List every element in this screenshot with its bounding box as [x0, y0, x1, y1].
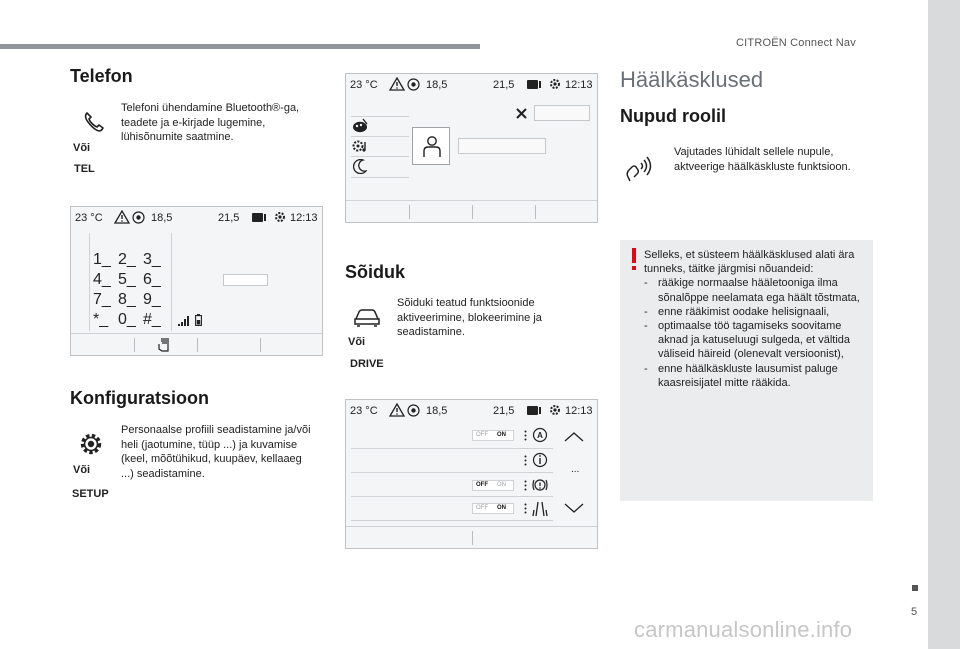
- status-bar: [71, 207, 322, 229]
- toggle-on-label: ON: [497, 505, 506, 511]
- row-separator: [351, 496, 553, 497]
- keypad-tab-icon[interactable]: [158, 338, 170, 352]
- keypad-key[interactable]: 2_: [118, 251, 136, 268]
- soiduk-description: Sõiduki teatud funktsioonide aktiveerimine, blokeerimine ja seadistamine.: [397, 297, 542, 338]
- function-toggle[interactable]: [472, 430, 514, 441]
- menu-separator: [351, 136, 409, 137]
- function-toggle[interactable]: [472, 503, 514, 514]
- screen-nav-bar: [346, 200, 597, 222]
- drive-button-label: DRIVE: [350, 358, 384, 370]
- menu-separator: [351, 156, 409, 157]
- keypad-key[interactable]: 5_: [118, 271, 136, 288]
- settings-status-icon: [548, 77, 562, 91]
- row-separator: [351, 448, 553, 449]
- section-title-haalkasklused: Häälkäsklused: [620, 67, 764, 92]
- screen-nav-bar: [71, 333, 322, 355]
- temp-setpoint-right: 21,5: [493, 405, 515, 417]
- palette-icon[interactable]: [352, 118, 368, 133]
- gps-icon: [132, 211, 145, 224]
- setup-screen: [345, 73, 598, 223]
- profile-name-field[interactable]: [458, 138, 546, 154]
- night-mode-icon[interactable]: [353, 159, 367, 174]
- subsection-title-nupud-roolil: Nupud roolil: [620, 106, 726, 126]
- warning-icon: [389, 403, 405, 417]
- scroll-down-icon[interactable]: [564, 503, 584, 513]
- telephone-screen: [70, 206, 323, 356]
- profile-person-icon: [422, 135, 442, 158]
- gear-icon: [78, 431, 104, 457]
- watermark: carmanualsonline.info: [634, 617, 853, 642]
- tel-button-label: TEL: [74, 163, 95, 175]
- row-separator: [351, 520, 553, 521]
- brake-warning-icon: [531, 477, 549, 493]
- screen-nav-bar: [346, 526, 597, 548]
- toggle-off-label: OFF: [476, 482, 488, 488]
- signal-strength-icon: [178, 316, 190, 326]
- temperature-readout: 23 °C: [350, 79, 378, 91]
- voice-command-description: Vajutades lühidalt sellele nupule, aktveerige häälkäskluste funktsioon.: [674, 146, 851, 173]
- svg-text:A: A: [537, 431, 543, 440]
- page-number: 5: [911, 606, 918, 618]
- gps-icon: [407, 404, 420, 417]
- phone-status-icon: [526, 404, 542, 417]
- temp-setpoint-right: 21,5: [493, 79, 515, 91]
- settings-status-icon: [273, 210, 287, 224]
- section-title-telefon: Telefon: [70, 66, 133, 86]
- car-icon: [353, 307, 381, 327]
- phone-status-icon: [251, 211, 267, 224]
- voice-tips-list: [644, 276, 866, 390]
- keypad-key[interactable]: *_: [93, 311, 109, 328]
- profile-value-field[interactable]: [534, 105, 590, 121]
- status-bar: [346, 400, 597, 422]
- konfiguratsioon-description: Personaalse profiili seadistamine ja/või heli (jaotumine, tüüp ...) ja kuvamise (keel, mõõtühikud, kuupäev, kellaaeg ...) seadistamine.: [121, 424, 311, 480]
- temp-setpoint-right: 21,5: [218, 212, 240, 224]
- list-item: - optimaalse töö tagamiseks soovitame aknad ja katuseluugi sulgeda, et vältida väliseid häireid (olenevalt versioonist),: [644, 319, 866, 362]
- more-options-icon[interactable]: [524, 455, 527, 466]
- settings-status-icon: [548, 403, 562, 417]
- status-bar: [346, 74, 597, 96]
- number-display-field[interactable]: [223, 274, 268, 286]
- temperature-readout: 23 °C: [75, 212, 103, 224]
- warning-icon: [389, 77, 405, 91]
- header-rule: [0, 44, 480, 49]
- telefon-or-label: Või: [73, 142, 91, 154]
- telefon-description: Telefoni ühendamine Bluetooth®-ga, teadete ja e-kirjade lugemine, lühisõnumite saatmine.: [121, 102, 300, 143]
- clock-readout: 12:13: [565, 405, 593, 417]
- keypad-key[interactable]: 3_: [143, 251, 161, 268]
- list-item: - enne rääkimist oodake helisignaali,: [644, 305, 866, 319]
- scroll-up-icon[interactable]: [564, 432, 584, 442]
- temperature-readout: 23 °C: [350, 405, 378, 417]
- keypad-key[interactable]: 6_: [143, 271, 161, 288]
- voice-tips-note: [620, 240, 873, 501]
- toggle-on-label: ON: [497, 432, 506, 438]
- more-options-icon[interactable]: [524, 503, 527, 514]
- warning-exclamation-icon: [632, 248, 636, 270]
- keypad-key[interactable]: 0_: [118, 311, 136, 328]
- sound-settings-icon[interactable]: [351, 138, 371, 154]
- keypad-key[interactable]: 9_: [143, 291, 161, 308]
- info-icon: [532, 452, 548, 468]
- temp-setpoint-left: 18,5: [426, 79, 448, 91]
- warning-icon: [114, 210, 130, 224]
- scroll-ellipsis: ...: [571, 464, 580, 475]
- keypad-key[interactable]: 4_: [93, 271, 111, 288]
- profile-tile[interactable]: [412, 127, 450, 165]
- phone-keypad: [93, 251, 173, 329]
- clock-readout: 12:13: [565, 79, 593, 91]
- voice-tips-intro: Selleks, et süsteem häälkäsklused alati ära tunneks, täitke järgmisi nõuandeid:: [644, 249, 855, 276]
- page-marker-square: [912, 585, 918, 591]
- phone-status-icon: [526, 78, 542, 91]
- konfiguratsioon-or-label: Või: [73, 464, 91, 476]
- section-title-konfiguratsioon: Konfiguratsioon: [70, 388, 209, 408]
- temp-setpoint-left: 18,5: [151, 212, 173, 224]
- soiduk-or-label: Või: [348, 336, 366, 348]
- section-title-soiduk: Sõiduk: [345, 262, 406, 282]
- keypad-key[interactable]: 8_: [118, 291, 136, 308]
- lane-assist-icon: [532, 500, 548, 517]
- function-toggle[interactable]: [472, 480, 514, 491]
- close-icon[interactable]: [516, 108, 527, 119]
- voice-command-icon: [624, 153, 654, 183]
- menu-separator: [351, 116, 409, 117]
- toggle-on-label: ON: [497, 482, 506, 488]
- phone-handset-icon: [82, 110, 106, 134]
- voice-tips-text: [644, 248, 866, 390]
- toggle-off-label: OFF: [476, 432, 488, 438]
- gps-icon: [407, 78, 420, 91]
- list-item: - rääkige normaalse hääletooniga ilma sõnalõppe neelamata ega häält tõstmata,: [644, 276, 866, 304]
- temp-setpoint-left: 18,5: [426, 405, 448, 417]
- setup-button-label: SETUP: [72, 488, 109, 500]
- keypad-key[interactable]: 1_: [93, 251, 111, 268]
- more-options-icon[interactable]: [524, 480, 527, 491]
- auto-lights-icon: [532, 427, 548, 443]
- page-side-band: [928, 0, 960, 649]
- row-separator: [351, 472, 553, 473]
- menu-separator: [351, 177, 409, 178]
- clock-readout: 12:13: [290, 212, 318, 224]
- list-item: - enne häälkäskluste lausumist paluge kaasreisijatel mitte rääkida.: [644, 362, 866, 390]
- keypad-key[interactable]: #_: [143, 311, 161, 328]
- toggle-off-label: OFF: [476, 505, 488, 511]
- battery-icon: [195, 314, 202, 326]
- brand-header: CITROËN Connect Nav: [736, 37, 856, 49]
- keypad-key[interactable]: 7_: [93, 291, 111, 308]
- vehicle-screen: [345, 399, 598, 549]
- more-options-icon[interactable]: [524, 430, 527, 441]
